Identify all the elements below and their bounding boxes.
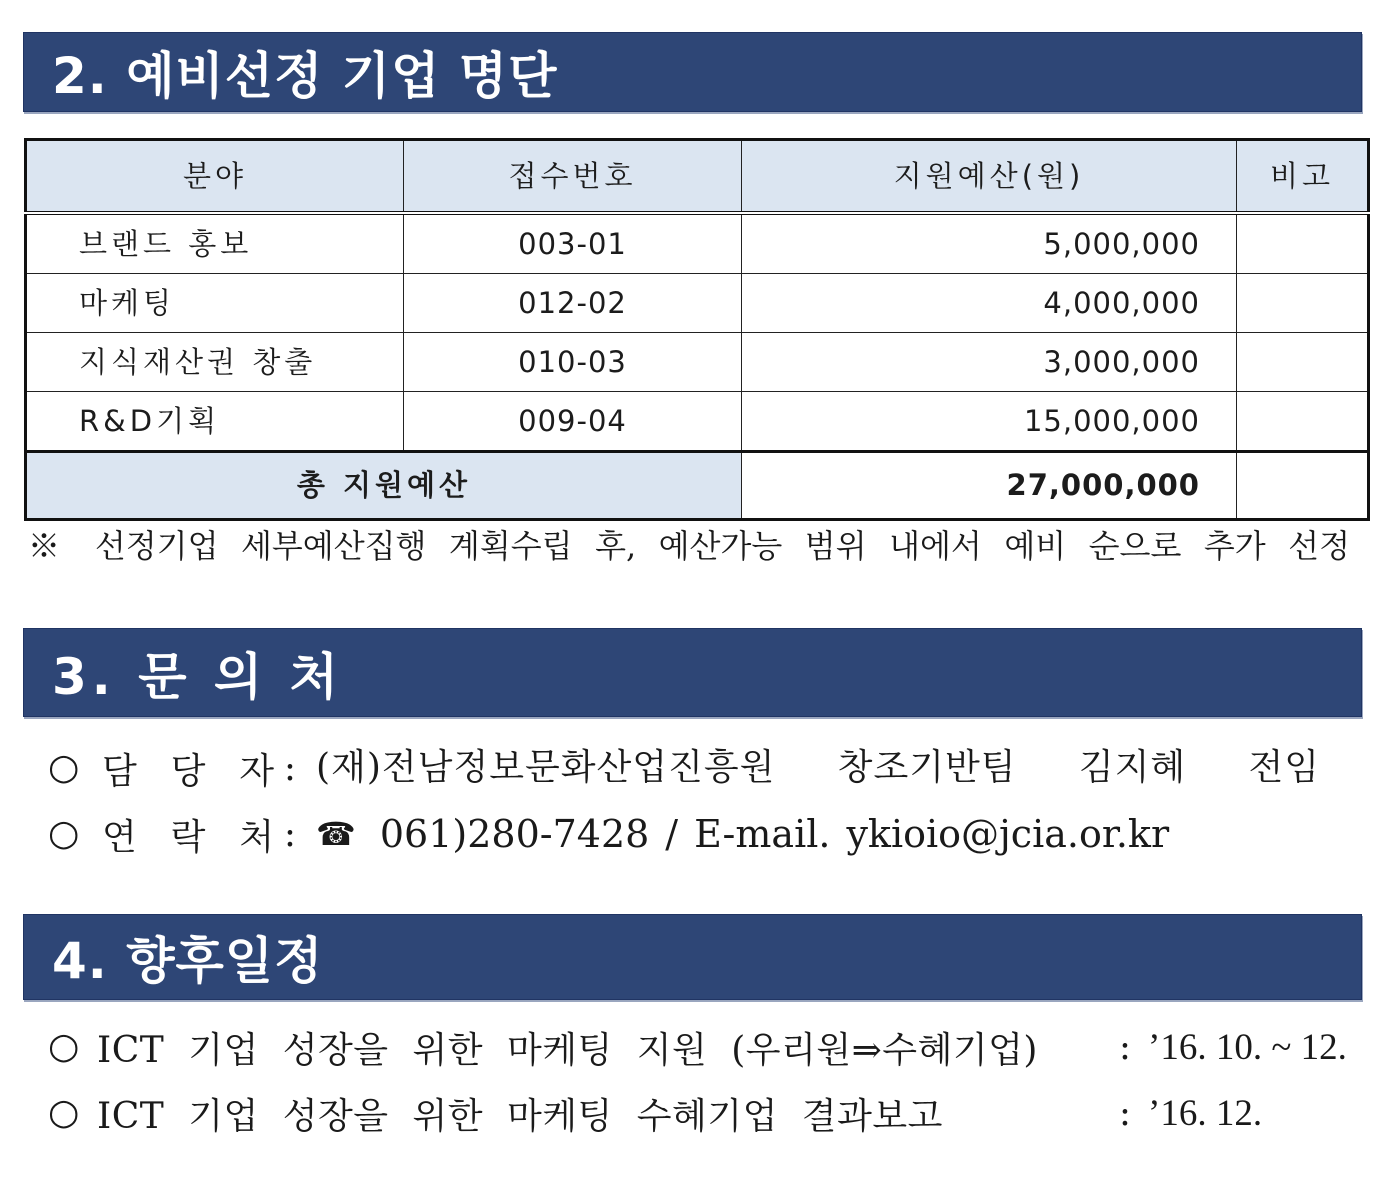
cell-note: [1237, 333, 1369, 392]
cell-number: 003-01: [404, 213, 742, 274]
footnote: [28, 523, 1350, 569]
schedule-date: ’16. 10. ~ 12.: [1148, 1026, 1347, 1068]
section-2-title: 2. 예비선정 기업 명단: [52, 47, 558, 105]
cell-note: [1237, 392, 1369, 452]
table-row: [26, 274, 1369, 333]
schedule-date: ’16. 12.: [1148, 1092, 1263, 1134]
email-label: E-mail.: [694, 812, 831, 856]
schedule-item: [48, 1088, 1262, 1138]
contact-value: [316, 812, 1185, 856]
header-budget: 지원예산(원): [742, 140, 1237, 214]
cell-field: R&D기획: [26, 392, 404, 452]
email-address: ykioio@jcia.or.kr: [846, 812, 1170, 856]
cell-field: 마케팅: [26, 274, 404, 333]
section-4-title: 4. 향후일정: [52, 932, 324, 990]
phone-icon: ☎: [316, 815, 356, 853]
cell-field: 브랜드 홍보: [26, 213, 404, 274]
bullet-circle: ○: [48, 747, 80, 788]
manager-value: (재)전남정보문화산업진흥원 창조기반팀 김지혜 전임: [316, 747, 1320, 788]
reference-mark: ※: [28, 527, 73, 565]
table-header-row: [26, 140, 1369, 214]
contact-line: [48, 809, 1185, 859]
table-row: [26, 333, 1369, 392]
budget-table: [24, 138, 1370, 521]
colon: :: [283, 747, 297, 789]
section-2-header-bar: [23, 32, 1362, 112]
cell-note: [1237, 213, 1369, 274]
contact-label: 연 락 처: [102, 816, 274, 858]
cell-budget: 4,000,000: [742, 274, 1237, 333]
divider-slash: /: [665, 812, 679, 856]
manager-label: 담 당 자: [102, 750, 274, 792]
colon: :: [283, 813, 297, 855]
schedule-item: [48, 1022, 1347, 1072]
section-3-header-bar: [23, 628, 1362, 717]
cell-budget: 5,000,000: [742, 213, 1237, 274]
total-budget: 27,000,000: [742, 452, 1237, 520]
bullet-circle: ○: [48, 1092, 80, 1133]
total-note: [1237, 452, 1369, 520]
phone-number: 061)280-7428: [379, 812, 650, 856]
cell-budget: 15,000,000: [742, 392, 1237, 452]
schedule-text: ICT 기업 성장을 위한 마케팅 지원 (우리원⇒수혜기업): [97, 1029, 1038, 1071]
cell-number: 010-03: [404, 333, 742, 392]
manager-line: [48, 743, 1320, 793]
section-4-header-bar: [23, 914, 1362, 1000]
bullet-circle: ○: [48, 813, 80, 854]
colon: :: [1118, 1092, 1132, 1134]
section-3-title: 3. 문 의 처: [52, 647, 343, 706]
cell-budget: 3,000,000: [742, 333, 1237, 392]
cell-field: 지식재산권 창출: [26, 333, 404, 392]
bullet-circle: ○: [48, 1026, 80, 1067]
cell-number: 012-02: [404, 274, 742, 333]
header-note: 비고: [1237, 140, 1369, 214]
total-row: [26, 452, 1369, 520]
header-field: 분야: [26, 140, 404, 214]
footnote-text: 선정기업 세부예산집행 계획수립 후, 예산가능 범위 내에서 예비 순으로 추가 선정: [94, 527, 1350, 565]
header-number: 접수번호: [404, 140, 742, 214]
total-label: 총 지원예산: [26, 452, 742, 520]
cell-note: [1237, 274, 1369, 333]
table-row: [26, 392, 1369, 452]
colon: :: [1118, 1026, 1132, 1068]
table-row: [26, 213, 1369, 274]
schedule-text: ICT 기업 성장을 위한 마케팅 수혜기업 결과보고: [97, 1095, 943, 1137]
cell-number: 009-04: [404, 392, 742, 452]
